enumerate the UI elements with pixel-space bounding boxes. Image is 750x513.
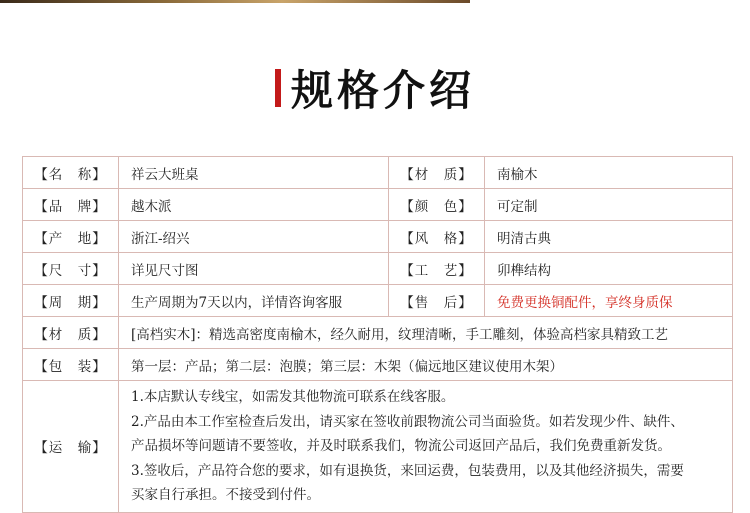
section-header (0, 58, 750, 118)
label-color: 【颜 色】 (389, 189, 485, 221)
value-origin: 浙江-绍兴 (119, 221, 389, 253)
spec-row-packaging (23, 349, 733, 381)
value-packaging: 第一层：产品；第二层：泡膜；第三层：木架（偏远地区建议使用木架） (119, 349, 733, 381)
value-material: 南榆木 (485, 157, 733, 189)
top-decorative-strip (0, 0, 470, 3)
value-material-detail: [高档实木]：精选高密度南榆木，经久耐用，纹理清晰，手工雕刻，体验高档家具精致工艺 (119, 317, 733, 349)
value-name: 祥云大班桌 (119, 157, 389, 189)
label-origin: 【产 地】 (23, 221, 119, 253)
label-packaging: 【包 装】 (23, 349, 119, 381)
spec-row-origin-style (23, 221, 733, 253)
label-size: 【尺 寸】 (23, 253, 119, 285)
spec-row-period-aftersale (23, 285, 733, 317)
shipping-line-3: 产品损坏等问题请不要签收，并及时联系我们，物流公司返回产品后，我们免费重新发货。 (131, 438, 671, 454)
label-aftersale: 【售 后】 (389, 285, 485, 317)
label-material: 【材 质】 (389, 157, 485, 189)
value-style: 明清古典 (485, 221, 733, 253)
value-color: 可定制 (485, 189, 733, 221)
value-shipping (119, 381, 733, 513)
label-shipping: 【运 输】 (23, 381, 119, 513)
shipping-line-5: 买家自行承担。不接受到付件。 (131, 487, 320, 503)
label-style: 【风 格】 (389, 221, 485, 253)
spec-table (22, 156, 733, 513)
title-accent-bar (275, 69, 281, 107)
value-aftersale: 免费更换铜配件，享终身质保 (485, 285, 733, 317)
label-material-detail: 【材 质】 (23, 317, 119, 349)
spec-row-brand-color (23, 189, 733, 221)
label-period: 【周 期】 (23, 285, 119, 317)
spec-row-name-material (23, 157, 733, 189)
value-size: 详见尺寸图 (119, 253, 389, 285)
spec-row-material-detail (23, 317, 733, 349)
shipping-line-2: 2.产品由本工作室检查后发出，请买家在签收前跟物流公司当面验货。如若发现少件、缺件、 (131, 413, 684, 430)
page-title: 规格介绍 (290, 66, 475, 115)
value-craft: 卯榫结构 (485, 253, 733, 285)
spec-row-shipping (23, 381, 733, 513)
spec-row-size-craft (23, 253, 733, 285)
shipping-line-4: 3.签收后，产品符合您的要求，如有退换货，来回运费，包装费用，以及其他经济损失，需要 (131, 462, 684, 479)
label-brand: 【品 牌】 (23, 189, 119, 221)
value-period: 生产周期为7天以内，详情咨询客服 (119, 285, 389, 317)
shipping-line-1: 1.本店默认专线宝，如需发其他物流可联系在线客服。 (131, 389, 455, 405)
value-brand: 越木派 (119, 189, 389, 221)
label-craft: 【工 艺】 (389, 253, 485, 285)
label-name: 【名 称】 (23, 157, 119, 189)
